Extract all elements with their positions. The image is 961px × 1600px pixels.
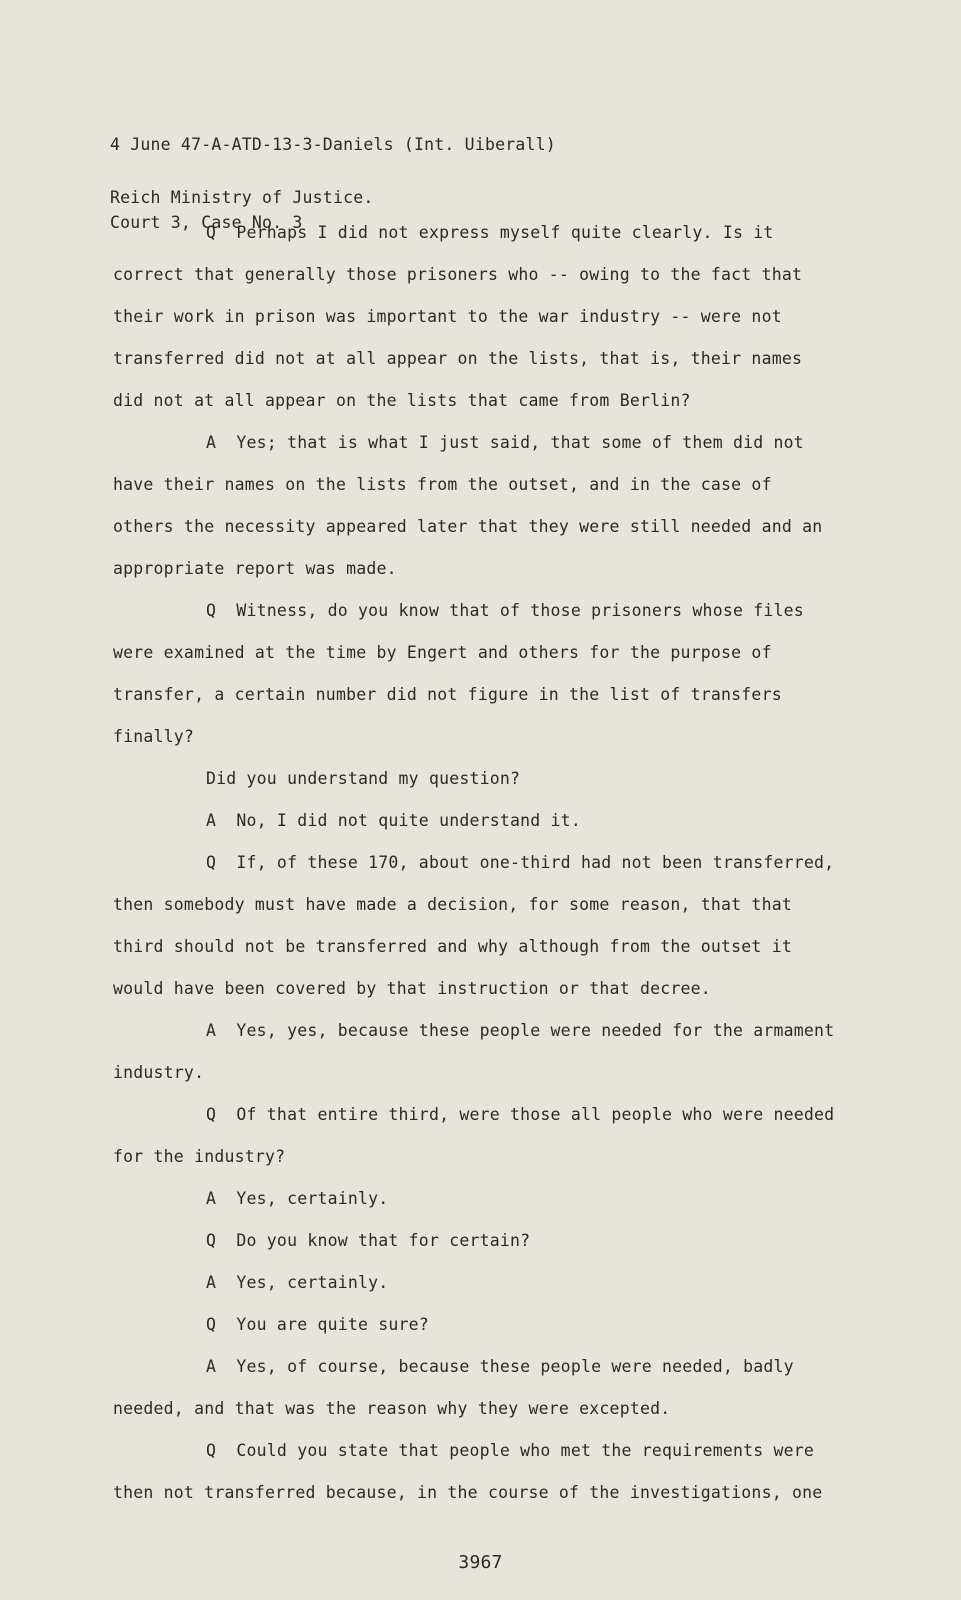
transcript-line: transferred did not at all appear on the lists, that is, their names [113, 349, 803, 368]
transcript-line: Did you understand my question? [206, 769, 521, 788]
transcript-line: Q Could you state that people who met the requirements were [206, 1441, 815, 1460]
transcript-line: appropriate report was made. [113, 559, 397, 578]
transcript-line: their work in prison was important to the war industry -- were not [113, 307, 782, 326]
transcript-line: needed, and that was the reason why they were excepted. [113, 1399, 671, 1418]
transcript-line: A Yes; that is what I just said, that some of them did not [206, 433, 804, 452]
transcript-line: A Yes, certainly. [206, 1189, 389, 1208]
transcript-line: then not transferred because, in the course of the investigations, one [113, 1483, 823, 1502]
section-title: Reich Ministry of Justice. [110, 188, 374, 207]
transcript-line: A Yes, yes, because these people were needed for the armament [206, 1021, 835, 1040]
transcript-line: did not at all appear on the lists that came from Berlin? [113, 391, 691, 410]
transcript-line: Q You are quite sure? [206, 1315, 429, 1334]
transcript-line: Q If, of these 170, about one-third had not been transferred, [206, 853, 835, 872]
transcript-line: third should not be transferred and why although from the outset it [113, 937, 792, 956]
header-line-court-case: Court 3, Case No. 3 [110, 213, 303, 232]
transcript-line: finally? [113, 727, 195, 746]
header-line-date-reference: 4 June 47-A-ATD-13-3-Daniels (Int. Uiberall) [110, 135, 556, 154]
transcript-line: for the industry? [113, 1147, 286, 1166]
transcript-line: A Yes, of course, because these people were needed, badly [206, 1357, 794, 1376]
document-header [110, 80, 556, 288]
transcript-line: transfer, a certain number did not figure in the list of transfers [113, 685, 782, 704]
transcript-line: were examined at the time by Engert and others for the purpose of [113, 643, 772, 662]
transcript-line: correct that generally those prisoners who -- owing to the fact that [113, 265, 803, 284]
transcript-line: A Yes, certainly. [206, 1273, 389, 1292]
transcript-line: Q Witness, do you know that of those prisoners whose files [206, 601, 804, 620]
transcript-line: then somebody must have made a decision, for some reason, that that [113, 895, 792, 914]
page-number: 3967 [458, 1552, 503, 1573]
transcript-line: Q Do you know that for certain? [206, 1231, 531, 1250]
transcript-line: Q Perhaps I did not express myself quite clearly. Is it [206, 223, 774, 242]
transcript-line: industry. [113, 1063, 205, 1082]
transcript-line: others the necessity appeared later that they were still needed and an [113, 517, 823, 536]
transcript-line: have their names on the lists from the outset, and in the case of [113, 475, 772, 494]
transcript-line: A No, I did not quite understand it. [206, 811, 581, 830]
transcript-line: would have been covered by that instruction or that decree. [113, 979, 711, 998]
transcript-line: Q Of that entire third, were those all people who were needed [206, 1105, 835, 1124]
